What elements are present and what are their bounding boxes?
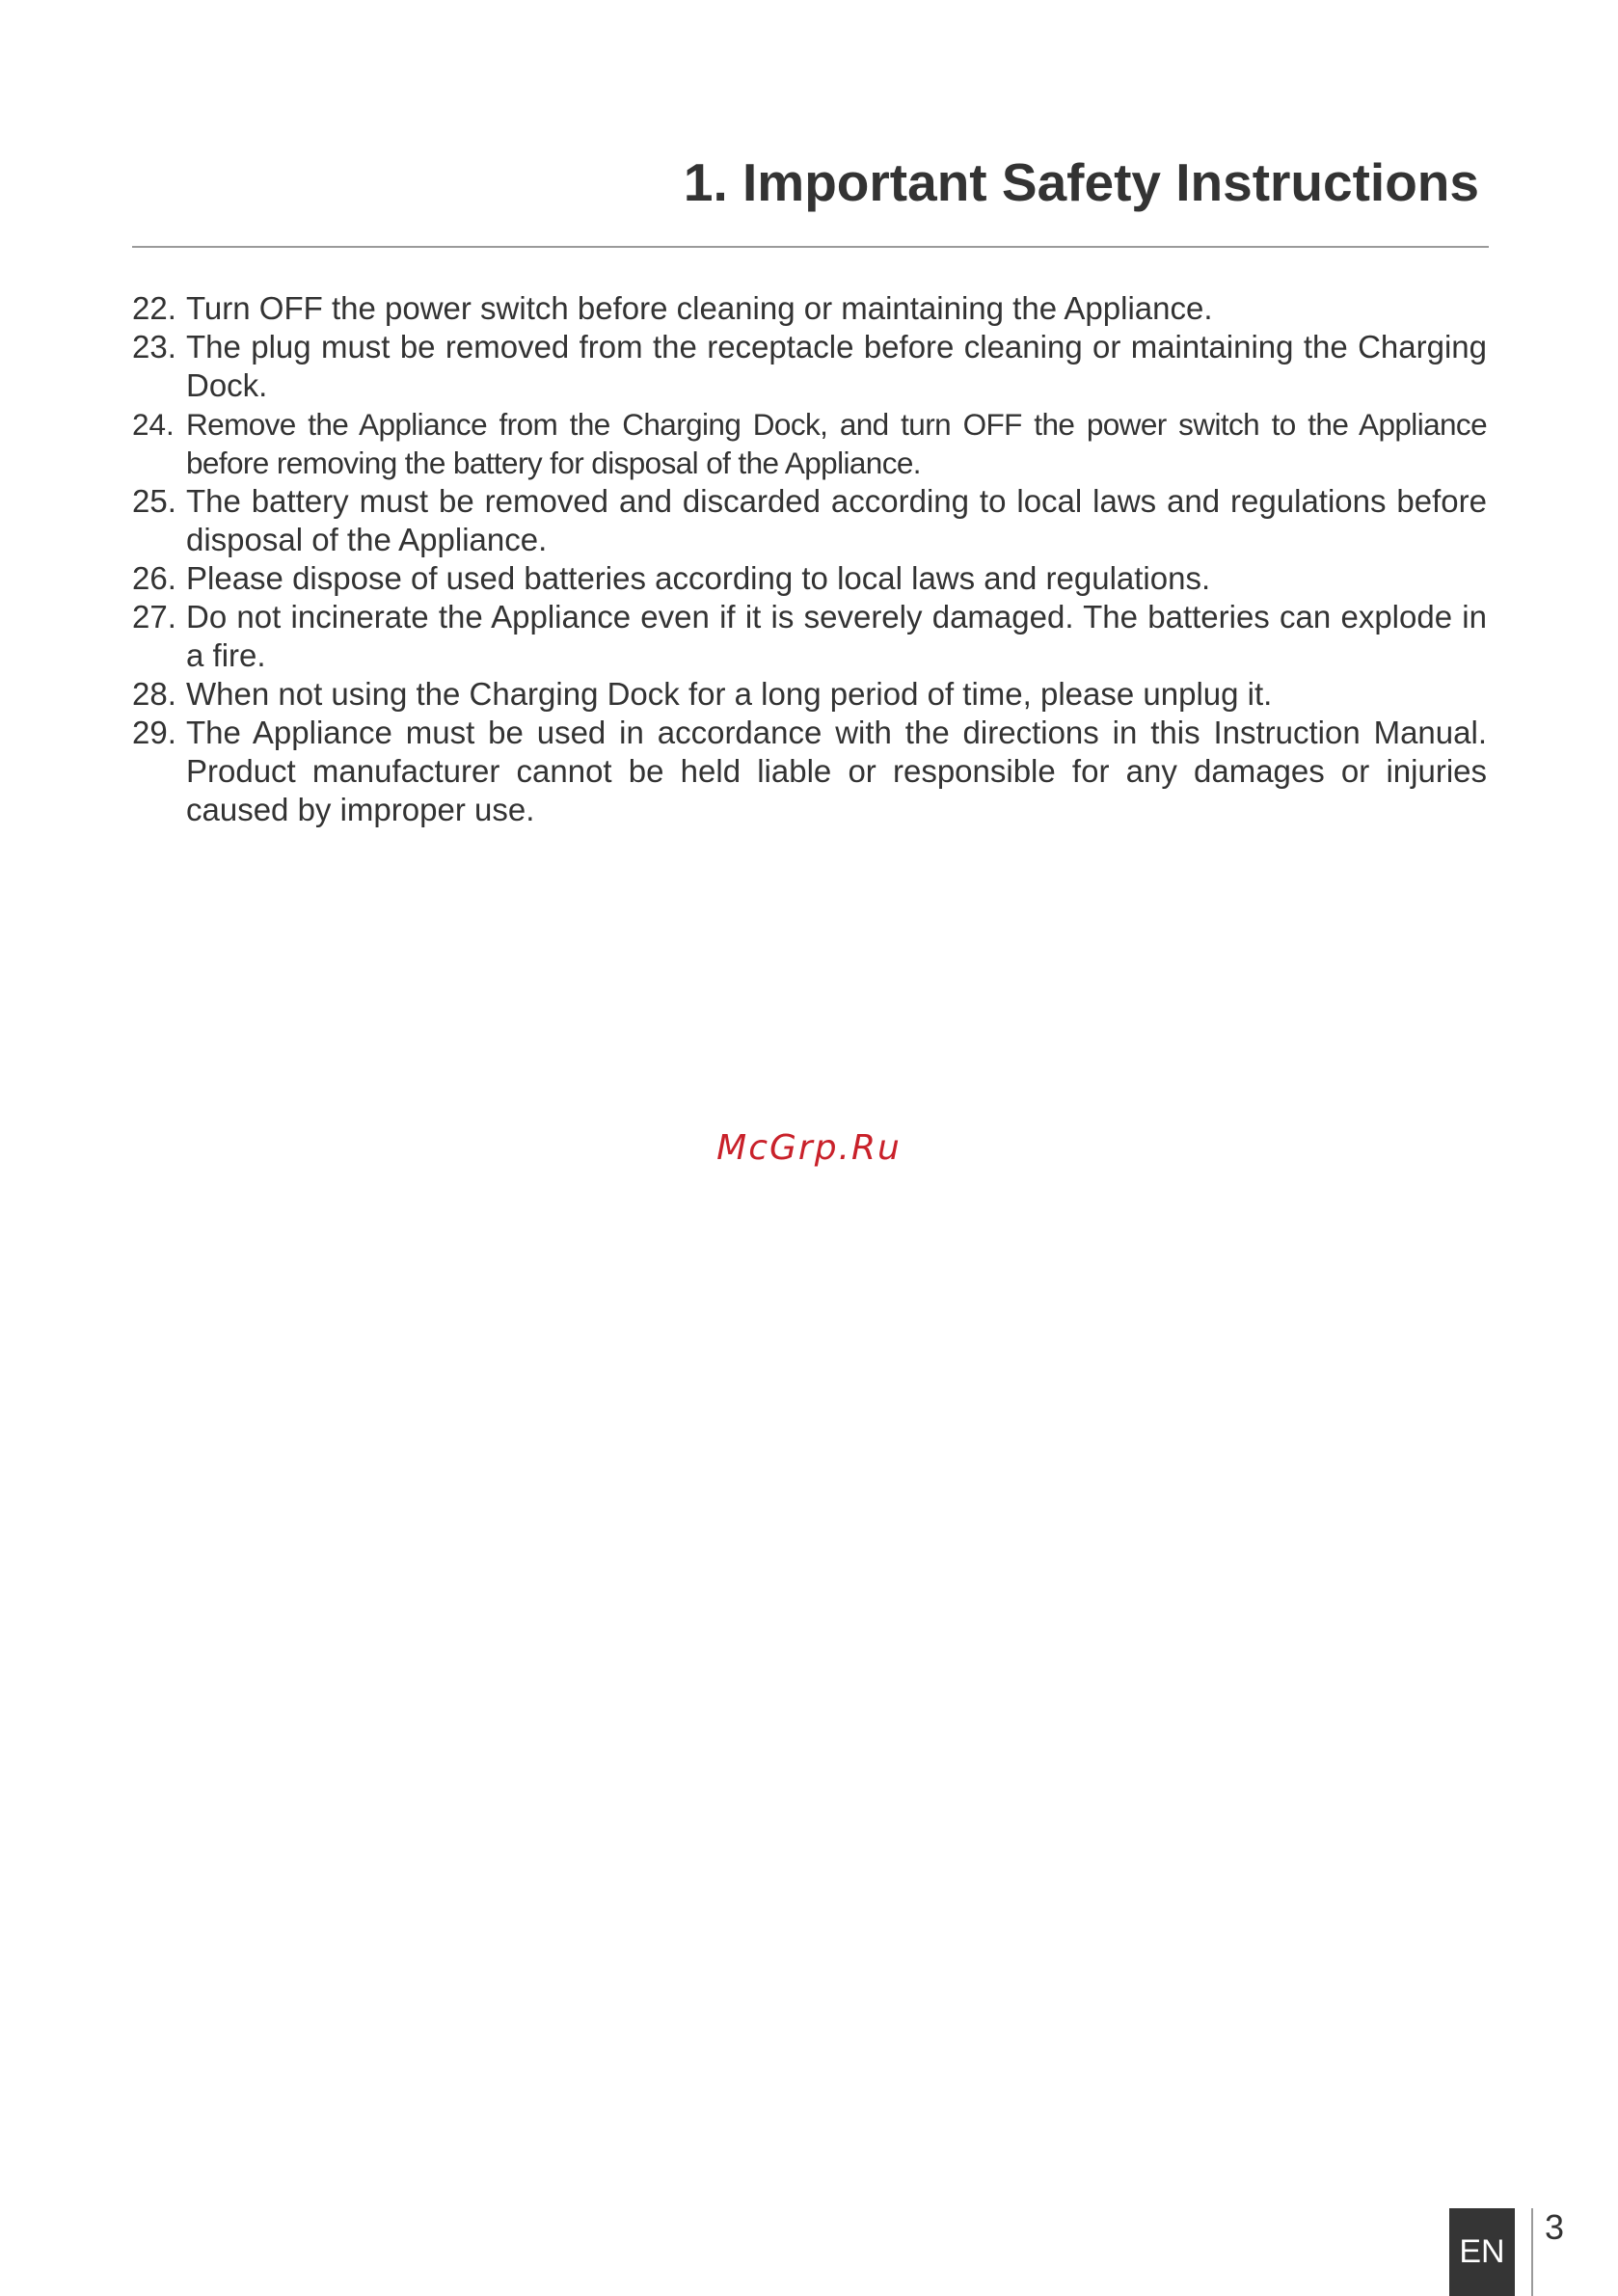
language-badge: EN [1449, 2208, 1515, 2296]
page-number: 3 [1545, 2207, 1565, 2247]
item-number: 28. [132, 676, 176, 712]
item-text: The battery must be removed and discarded according to local laws and regulations before disposal of the Appliance. [186, 483, 1487, 557]
item-number: 22. [132, 290, 176, 326]
page-title: 1. Important Safety Instructions [683, 152, 1479, 212]
item-number: 26. [132, 560, 176, 596]
footer-divider [1531, 2208, 1533, 2296]
instruction-list [132, 289, 1487, 829]
instruction-item-26 [132, 559, 1487, 598]
instruction-item-24 [132, 405, 1487, 482]
instruction-item-27 [132, 598, 1487, 675]
instruction-item-23 [132, 328, 1487, 405]
item-text: Turn OFF the power switch before cleaning or maintaining the Appliance. [186, 290, 1213, 326]
item-text: The plug must be removed from the receptacle before cleaning or maintaining the Charging Dock. [186, 329, 1487, 403]
item-number: 23. [132, 329, 176, 365]
item-text: Please dispose of used batteries according to local laws and regulations. [186, 560, 1211, 596]
item-text: When not using the Charging Dock for a long period of time, please unplug it. [186, 676, 1273, 712]
instruction-item-29 [132, 714, 1487, 829]
item-number: 27. [132, 599, 176, 635]
instruction-item-22 [132, 289, 1487, 328]
item-text: The Appliance must be used in accordance with the directions in this Instruction Manual. Product manufacturer cannot be held liable or responsible for any damages or injuries caused by improper use. [186, 715, 1487, 827]
item-number: 29. [132, 715, 176, 750]
instruction-item-25 [132, 482, 1487, 559]
instruction-item-28 [132, 675, 1487, 714]
item-text: Do not incinerate the Appliance even if it is severely damaged. The batteries can explode in a fire. [186, 599, 1487, 673]
watermark: McGrp.Ru [716, 1128, 902, 1168]
item-text: Remove the Appliance from the Charging Dock, and turn OFF the power switch to the Appliance before removing the battery for disposal of the Appliance. [186, 407, 1487, 480]
item-number: 24. [132, 407, 175, 442]
item-number: 25. [132, 483, 176, 519]
title-divider [132, 246, 1489, 248]
